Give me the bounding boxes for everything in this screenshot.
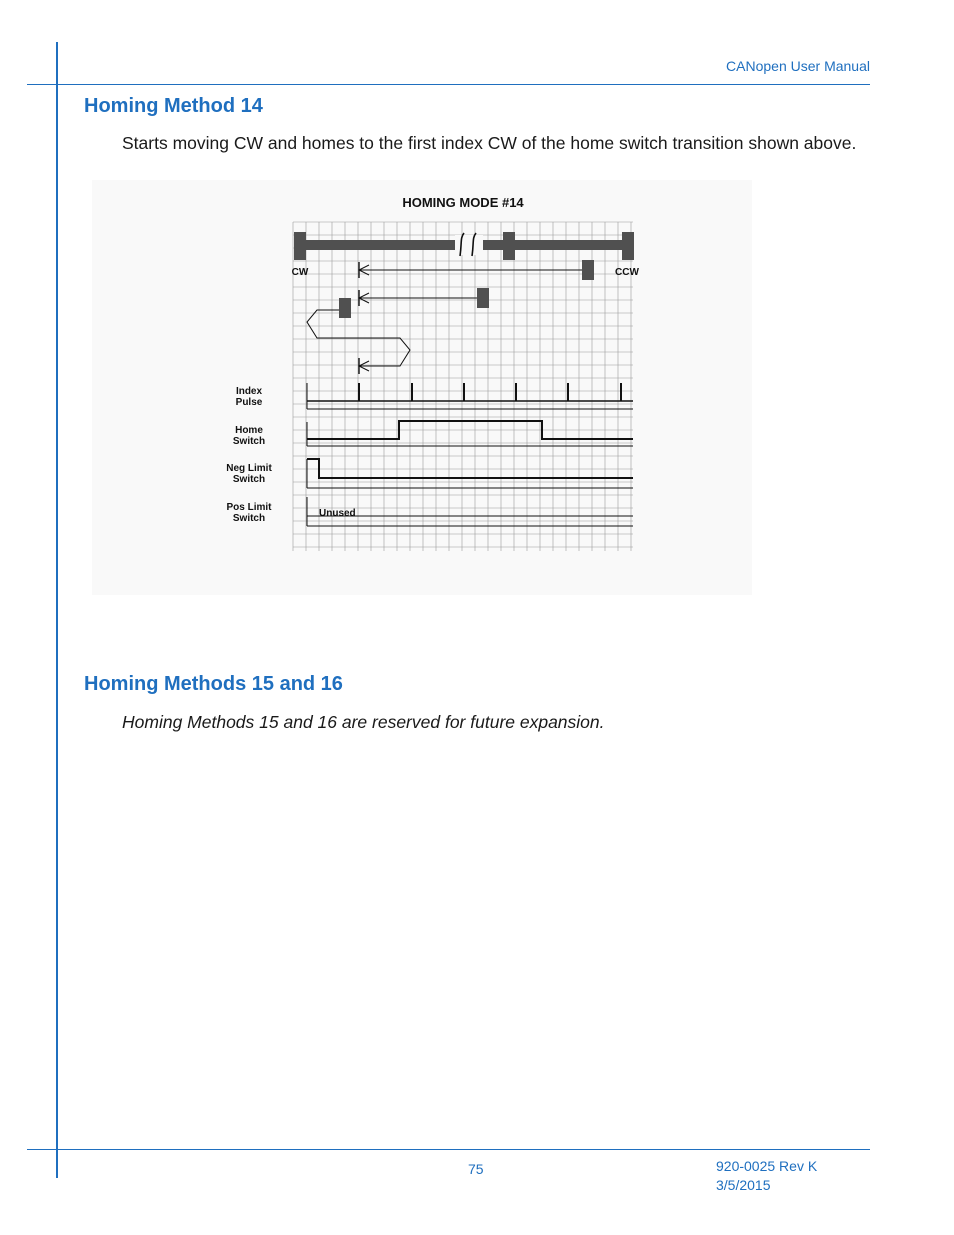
signal-label-index-pulse [236, 386, 263, 408]
signal-label-neg-limit-switch [226, 463, 272, 485]
neg-limit-switch-waveform [307, 459, 633, 488]
document-date: 3/5/2015 [716, 1177, 771, 1193]
homing-mode-diagram-svg [92, 180, 752, 595]
start-position-marker [477, 288, 489, 308]
svg-text:Pos Limit: Pos Limit [226, 502, 272, 513]
section-body-homing-method-14: Starts moving CW and homes to the first index CW of the home switch transition shown above. [122, 133, 857, 153]
motion-path-1 [359, 260, 594, 280]
ccw-label: CCW [615, 267, 639, 278]
svg-text:Switch: Switch [232, 474, 266, 485]
svg-text:Index: Index [235, 386, 263, 397]
running-header: CANopen User Manual [726, 58, 870, 74]
signal-label-pos-limit-switch [226, 502, 272, 524]
cw-label: CW [291, 267, 309, 278]
home-switch-block [503, 232, 515, 260]
section-heading-homing-method-14: Homing Method 14 [84, 95, 263, 117]
svg-text:Switch: Switch [232, 513, 266, 524]
footer-rule [27, 1149, 870, 1150]
header-rule [27, 84, 870, 85]
travel-bar-break [455, 235, 483, 255]
homing-mode-diagram [92, 180, 752, 595]
section-body-homing-methods-15-16: Homing Methods 15 and 16 are reserved for future expansion. [122, 712, 605, 732]
svg-text:Switch: Switch [232, 436, 266, 447]
cw-limit-block [294, 232, 306, 260]
ccw-limit-block [622, 232, 634, 260]
home-switch-waveform [307, 421, 633, 446]
svg-text:Home: Home [235, 425, 263, 436]
svg-text:Pulse: Pulse [235, 397, 263, 408]
motion-path-2 [359, 288, 489, 308]
unused-label: Unused [319, 508, 356, 519]
index-pulse-waveform [307, 383, 633, 409]
left-margin-rule [56, 42, 58, 1178]
signal-label-home-switch [233, 425, 265, 447]
motion-path-3 [307, 298, 410, 374]
svg-text:Neg Limit: Neg Limit [226, 463, 272, 474]
document-revision: 920-0025 Rev K [716, 1158, 818, 1174]
section-heading-homing-methods-15-16: Homing Methods 15 and 16 [84, 673, 343, 695]
diagram-title: HOMING MODE #14 [402, 195, 524, 210]
pos-limit-switch-waveform [307, 497, 633, 526]
page-number: 75 [468, 1161, 484, 1177]
start-position-marker [582, 260, 594, 280]
start-position-marker [339, 298, 351, 318]
